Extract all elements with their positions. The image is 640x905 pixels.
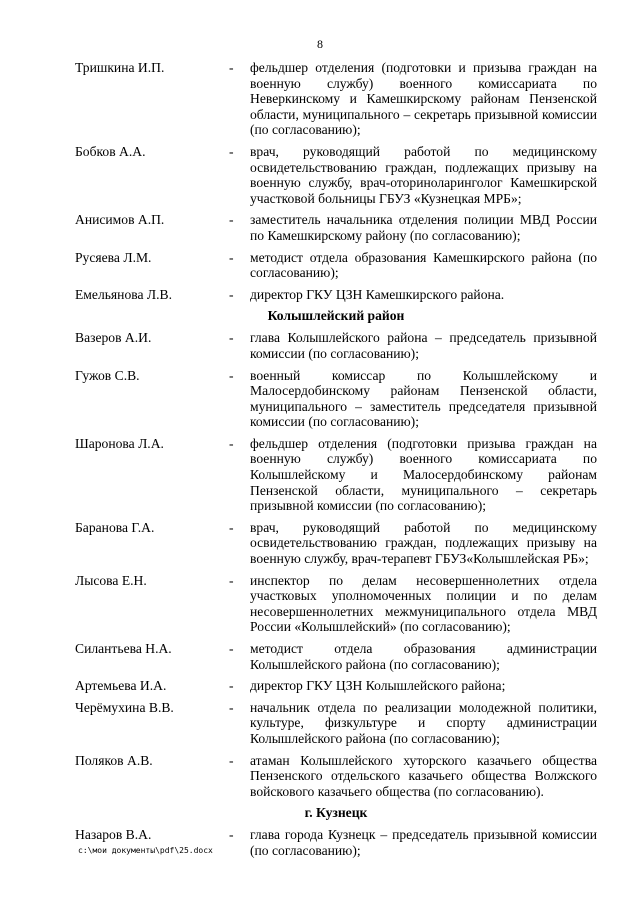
dash-separator: - — [229, 143, 234, 159]
section-heading: Колышлейский район — [267, 308, 405, 324]
dash-separator: - — [229, 827, 234, 843]
member-name: Емельянова Л.В. — [75, 286, 173, 302]
member-entry — [75, 678, 597, 694]
member-position: врач, руководящий работой по медицинскому освидетельствованию граждан, подлежащих призыву на военную службу, врач-терапевт ГБУЗ«Колышлейская РБ»; — [250, 519, 597, 567]
member-entry — [75, 368, 597, 430]
dash-separator: - — [229, 641, 234, 656]
member-entry — [75, 287, 597, 303]
member-position: начальник отдела по реализации молодежной политики, культуре, физкультуре и спорту администрации Колышлейского района (по согласованию); — [250, 699, 597, 746]
dash-separator: - — [229, 249, 234, 265]
member-position: инспектор по делам несовершеннолетних отдела участковых уполномоченных полиции и по делам несовершеннолетних межмуниципального отдела МВД России «Колышлейский» (по согласованию); — [250, 572, 597, 635]
member-name: Гужов С.В. — [75, 367, 140, 383]
page-number: 8 — [317, 37, 323, 51]
member-position: глава Колышлейского района – председатель призывной комиссии (по согласованию); — [250, 330, 597, 361]
dash-separator: - — [229, 330, 234, 346]
member-position: методист отдела образования администрации Колышлейского района (по согласованию); — [250, 641, 597, 672]
member-entry — [75, 753, 597, 800]
section-heading: г. Кузнецк — [304, 805, 368, 821]
member-name: Русяева Л.М. — [75, 249, 152, 265]
member-entry — [75, 573, 597, 635]
member-name: Тришкина И.П. — [75, 60, 165, 75]
member-entry — [75, 700, 597, 747]
member-position: методист отдела образования Камешкирского района (по согласованию); — [250, 249, 597, 281]
member-position: фельдшер отделения (подготовки и призыва граждан на военную службу) военного комиссариата по Неверкинскому и Камешкирскому районам Пензенской области, муниципального – секретарь призывной комиссии (по согласованию); — [250, 60, 597, 138]
footer-file-path: c:\мои документы\pdf\25.docx — [78, 846, 213, 855]
member-position: директор ГКУ ЦЗН Камешкирского района. — [250, 286, 505, 302]
member-position: заместитель начальника отделения полиции МВД России по Камешкирскому району (по согласованию); — [250, 212, 597, 243]
member-name: Вазеров А.И. — [75, 330, 152, 346]
member-name: Поляков А.В. — [75, 752, 153, 768]
dash-separator: - — [229, 286, 234, 302]
member-entry — [75, 60, 597, 138]
member-entry — [75, 212, 597, 243]
member-entry — [75, 250, 597, 281]
dash-separator: - — [229, 519, 234, 535]
member-name: Лысова Е.Н. — [75, 572, 147, 588]
dash-separator: - — [229, 435, 234, 451]
member-position: врач, руководящий работой по медицинскому освидетельствованию граждан, подлежащих призыву на военную службу, врач-оториноларинголог Камешкирской участковой больницы ГБУЗ «Кузнецкая МРБ»; — [250, 143, 597, 206]
dash-separator: - — [229, 752, 234, 768]
dash-separator: - — [229, 60, 234, 75]
member-entry — [75, 436, 597, 514]
member-position: директор ГКУ ЦЗН Колышлейского района; — [250, 678, 506, 694]
member-name: Бобков А.А. — [75, 143, 146, 159]
member-name: Черёмухина В.В. — [75, 699, 174, 715]
member-name: Назаров В.А. — [75, 827, 152, 843]
dash-separator: - — [229, 212, 234, 228]
member-position: атаман Колышлейского хуторского казачьего общества Пензенского отдельского казачьего общества Волжского войскового казачьего общества (по согласованию). — [250, 752, 597, 799]
member-entry — [75, 330, 597, 361]
dash-separator: - — [229, 699, 234, 715]
member-position: военный комиссар по Колышлейскому и Малосердобинскому районам Пензенской области, муниципального – заместитель председателя призывной комиссии (по согласованию); — [250, 367, 597, 430]
member-name: Артемьева И.А. — [75, 678, 167, 694]
member-name: Анисимов А.П. — [75, 212, 165, 228]
member-name: Баранова Г.А. — [75, 519, 155, 535]
member-position: фельдшер отделения (подготовки призыва граждан на военную службу) военного комиссариата по Колышлейскому и Малосердобинскому районам Пензенской области, муниципального – секретарь призывной комиссии (по согласованию); — [250, 435, 597, 514]
member-entry — [75, 641, 597, 672]
member-name: Шаронова Л.А. — [75, 435, 164, 451]
member-entry — [75, 520, 597, 567]
member-position: глава города Кузнецк – председатель призывной комиссии (по согласованию); — [250, 827, 597, 858]
dash-separator: - — [229, 572, 234, 588]
dash-separator: - — [229, 367, 234, 383]
commission-list — [75, 60, 597, 865]
member-name: Силантьева Н.А. — [75, 641, 172, 656]
dash-separator: - — [229, 678, 234, 694]
member-entry — [75, 144, 597, 206]
